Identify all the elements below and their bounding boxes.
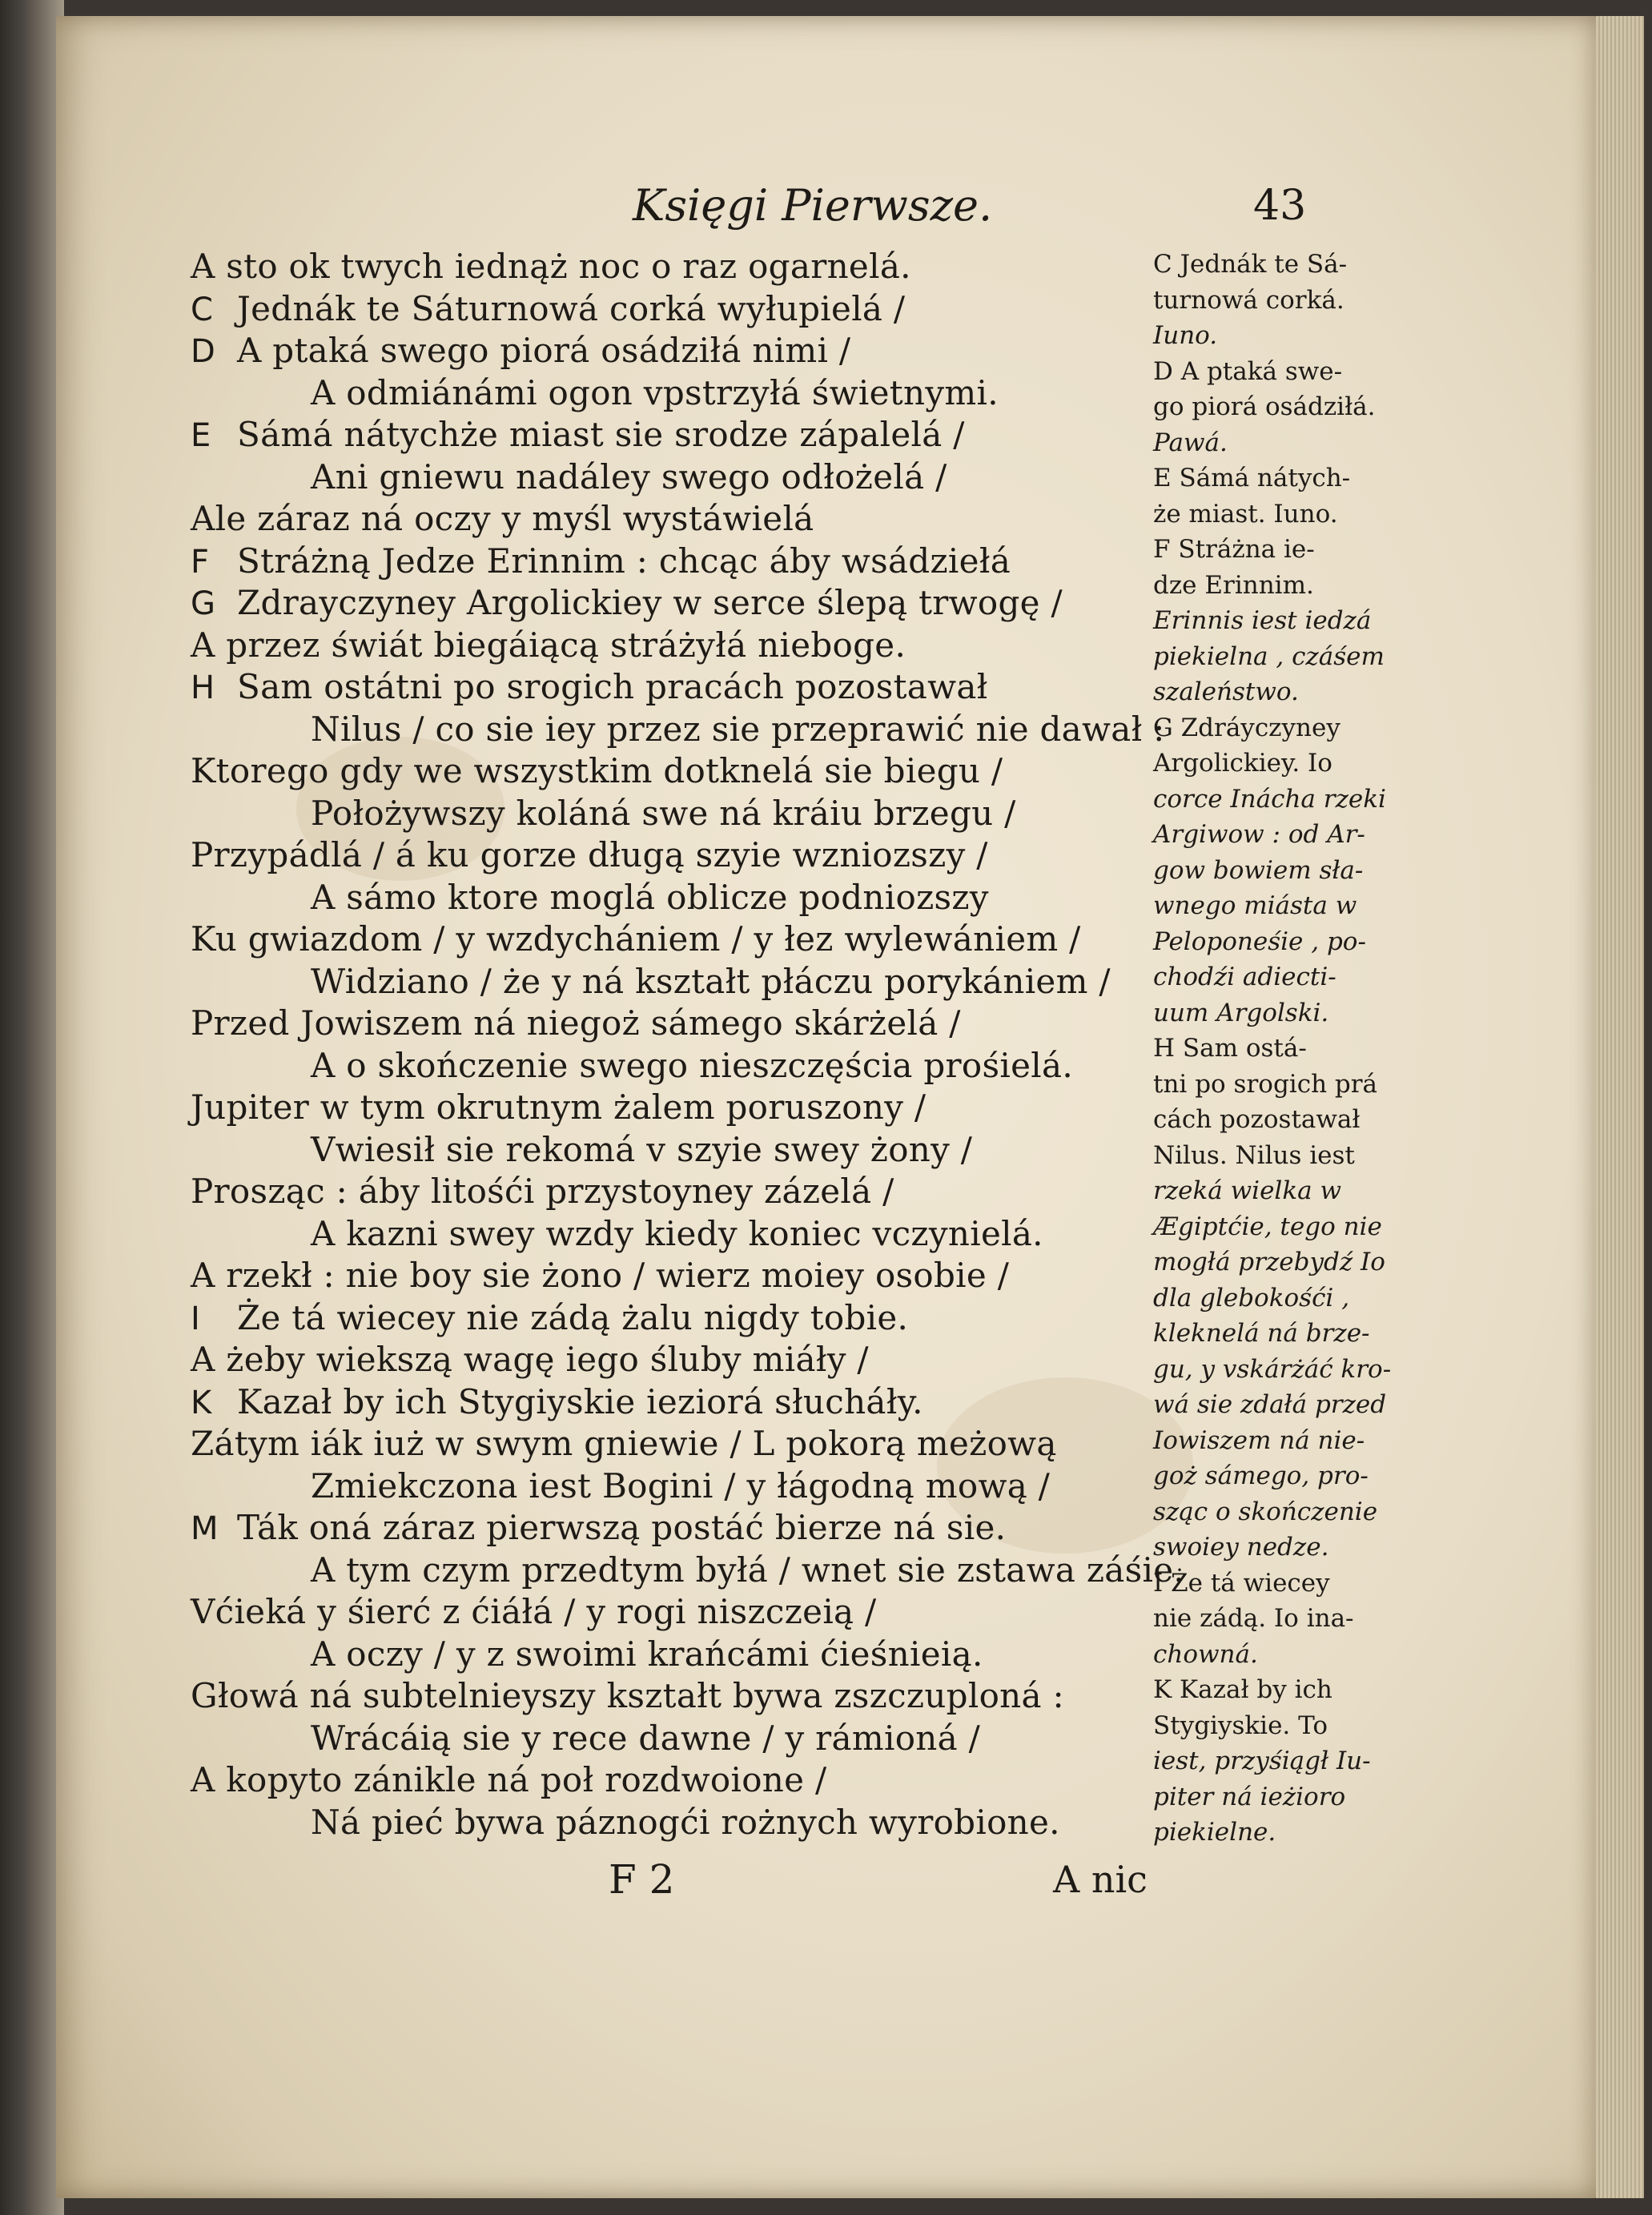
- margin-note-text: I Że tá wiecey: [1153, 1568, 1330, 1598]
- margin-note-line: [1153, 1747, 1371, 1775]
- margin-note-text: Peloponeśie , po-: [1153, 927, 1366, 956]
- margin-note-line: [1153, 1461, 1369, 1490]
- margin-note-line: [1153, 642, 1385, 671]
- margin-note-line: [1153, 1141, 1355, 1170]
- line-marker: F: [191, 543, 210, 581]
- margin-note-text: gow bowiem sła-: [1153, 855, 1364, 885]
- margin-note-line: [1153, 963, 1336, 991]
- text-line: [311, 962, 1111, 1001]
- line-marker: C: [191, 291, 214, 328]
- margin-note-text: Erinnis iest iedzá: [1153, 606, 1372, 635]
- margin-note-text: tni po srogich prá: [1153, 1069, 1378, 1099]
- margin-note-line: [1153, 606, 1371, 635]
- margin-note-text: G Zdráyczyney: [1153, 713, 1340, 742]
- line-marker: D: [191, 333, 216, 370]
- line-text: Zátym iák iuż w swym gniewie / L pokorą meżową: [191, 1424, 1057, 1463]
- margin-note-text: K Kazał by ich: [1153, 1675, 1332, 1704]
- margin-note-text: D A ptaká swe-: [1153, 356, 1343, 386]
- margin-note-text: kleknelá ná brze-: [1153, 1319, 1370, 1348]
- margin-note-text: rzeká wielka w: [1153, 1176, 1341, 1205]
- margin-note-text: nie zádą. Io ina-: [1153, 1604, 1354, 1633]
- margin-note-line: [1153, 500, 1338, 529]
- line-marker: G: [191, 585, 216, 622]
- margin-note-line: [1153, 1426, 1365, 1455]
- line-text: Przypádlá / á ku gorze długą szyie wzniozszy /: [191, 835, 988, 874]
- margin-note-line: [1153, 785, 1386, 814]
- line-text: Widziano / że y ná kształt płáczu porykániem /: [311, 961, 1111, 1001]
- margin-note-line: [1153, 677, 1299, 706]
- text-line: [191, 1298, 908, 1337]
- margin-note-text: turnowá corká.: [1153, 285, 1345, 315]
- margin-note-line: [1153, 891, 1357, 920]
- line-text: Że tá wiecey nie zádą żalu nigdy tobie.: [237, 1297, 909, 1337]
- line-text: A kazni swey wzdy kiedy koniec vczynielá.: [311, 1213, 1043, 1253]
- line-text: Ná pieć bywa páznogći rożnych wyrobione.: [311, 1802, 1060, 1842]
- line-text: Sam ostátni po srogich pracách pozostawał: [237, 667, 988, 706]
- line-marker: M: [191, 1510, 219, 1547]
- margin-note-text: Stygiyskie. To: [1153, 1710, 1328, 1740]
- text-line: [191, 667, 988, 706]
- margin-note-text: swoiey nedze.: [1153, 1533, 1329, 1562]
- margin-note-line: [1153, 1675, 1332, 1704]
- line-text: Vćieká y śierć z ćiáłá / y rogi niszczeią /: [191, 1592, 877, 1631]
- text-line: [311, 1803, 1060, 1842]
- margin-note-line: [1153, 1604, 1354, 1633]
- line-text: A o skończenie swego nieszczęścia prośielá.: [311, 1045, 1073, 1085]
- line-text: A oczy / y z swoimi krańcámi ćieśnieią.: [311, 1634, 983, 1674]
- margin-note-line: [1153, 1034, 1307, 1063]
- text-line: [191, 1676, 1064, 1715]
- line-text: Ku gwiazdom / y wzdychániem / y łez wylewániem /: [191, 919, 1081, 959]
- line-text: Jupiter w tym okrutnym żalem poruszony /: [191, 1087, 926, 1127]
- margin-note-text: dze Erinnim.: [1153, 570, 1314, 600]
- line-text: Wrácáią sie y rece dawne / y rámioná /: [311, 1718, 981, 1758]
- margin-note-text: corce Inácha rzeki: [1153, 784, 1386, 814]
- margin-note-line: [1153, 1533, 1328, 1562]
- margin-note-line: [1153, 1497, 1377, 1526]
- margin-note-text: Iowiszem ná nie-: [1153, 1425, 1365, 1455]
- margin-note-text: cách pozostawał: [1153, 1105, 1361, 1134]
- line-text: Ták oná záraz pierwszą postáć bierze ná sie.: [237, 1508, 1007, 1547]
- line-text: Jednák te Sáturnowá corká wyłupielá /: [237, 288, 906, 328]
- margin-note-line: [1153, 357, 1342, 386]
- line-text: A tym czym przedtym byłá / wnet sie zstawa záśie.: [311, 1550, 1185, 1590]
- text-line: [191, 541, 1011, 581]
- margin-note-text: F Stráżna ie-: [1153, 535, 1315, 564]
- line-text: A rzekł : nie boy sie żono / wierz moiey osobie /: [191, 1256, 1010, 1295]
- margin-note-line: [1153, 1711, 1328, 1740]
- margin-note-text: chodźi adiecti-: [1153, 963, 1336, 991]
- text-line: [311, 1046, 1073, 1085]
- line-text: A kopyto zánikle ná poł rozdwoione /: [191, 1760, 827, 1799]
- text-line: [191, 1087, 926, 1127]
- margin-note-line: [1153, 428, 1228, 457]
- text-line: [191, 751, 1003, 790]
- line-text: Położywszy koláná swe ná kráiu brzegu /: [311, 793, 1016, 833]
- margin-note-line: [1153, 250, 1347, 279]
- text-line: [191, 835, 988, 874]
- margin-note-line: [1153, 1070, 1377, 1099]
- text-line: [191, 625, 906, 665]
- margin-note-line: [1153, 1248, 1385, 1276]
- margin-note-line: [1153, 1818, 1276, 1847]
- page-number: 43: [1253, 182, 1307, 230]
- margin-note-text: C Jednák te Sá-: [1153, 250, 1348, 279]
- line-text: Sámá nátychże miast sie srodze zápalelá /: [237, 415, 965, 454]
- margin-note-text: piter ná ieżioro: [1153, 1782, 1346, 1811]
- text-line: [191, 289, 905, 328]
- text-line: [311, 457, 947, 496]
- text-line: [191, 1760, 826, 1799]
- margin-note-line: [1153, 1212, 1382, 1241]
- text-line: [191, 331, 850, 370]
- margin-note-line: [1153, 535, 1315, 564]
- text-line: [311, 1634, 983, 1674]
- text-line: [311, 1466, 1050, 1505]
- margin-note-text: chowná.: [1153, 1639, 1258, 1669]
- margin-note-text: Pawá.: [1153, 428, 1228, 457]
- text-line: [191, 1172, 894, 1211]
- text-line: [311, 710, 1165, 749]
- margin-note-line: [1153, 321, 1217, 350]
- margin-note-line: [1153, 1355, 1391, 1384]
- text-line: [191, 1508, 1006, 1547]
- margin-note-text: uum Argolski.: [1153, 998, 1329, 1027]
- line-text: Ktorego gdy we wszystkim dotknelá sie biegu /: [191, 751, 1003, 790]
- text-line: [191, 583, 1063, 622]
- margin-note-line: [1153, 749, 1332, 778]
- line-text: Ale záraz ná oczy y myśl wystáwielá: [191, 499, 814, 538]
- margin-note-line: [1153, 856, 1363, 885]
- line-text: Stráżną Jedze Erinnim : chcąc áby wsádziełá: [237, 541, 1011, 581]
- margin-note-text: gu, y vskárżáć kro-: [1153, 1354, 1392, 1384]
- line-text: A sámo ktore moglá oblicze podniozszy: [311, 877, 989, 917]
- margin-note-text: sząc o skończenie: [1153, 1497, 1378, 1526]
- signature-mark: F 2: [609, 1856, 675, 1903]
- margin-note-line: [1153, 1284, 1349, 1313]
- line-text: Głowá ná subtelnieyszy kształt bywa zszczuploná :: [191, 1676, 1064, 1715]
- line-text: Prosząc : áby litośći przystoyney zázelá /: [191, 1172, 894, 1211]
- line-text: Nilus / co sie iey przez sie przeprawić nie dawał :: [311, 709, 1165, 749]
- line-text: A ptaká swego piorá osádziłá nimi /: [237, 331, 851, 370]
- line-text: A odmiánámi ogon vpstrzyłá świetnymi.: [311, 372, 999, 412]
- line-text: A sto ok twych iednąż noc o raz ogarnelá.: [191, 247, 911, 286]
- margin-note-text: Argolickiey. Io: [1153, 749, 1332, 778]
- text-line: [191, 1592, 877, 1631]
- margin-note-line: [1153, 714, 1340, 742]
- text-line: [311, 1130, 972, 1169]
- margin-note-line: [1153, 1783, 1345, 1811]
- margin-note-text: go piorá osádziłá.: [1153, 392, 1376, 421]
- margin-note-text: piekielna , czáśem: [1153, 641, 1385, 671]
- margin-note-text: wnego miásta w: [1153, 891, 1357, 920]
- line-marker: I: [191, 1300, 201, 1337]
- text-line: [311, 1550, 1184, 1590]
- text-line: [191, 919, 1081, 959]
- line-text: Vwiesił sie rekomá v szyie swey żony /: [311, 1129, 973, 1169]
- margin-note-text: E Sámá nátych-: [1153, 464, 1351, 492]
- margin-note-text: Iuno.: [1153, 321, 1218, 350]
- line-marker: H: [191, 669, 215, 706]
- text-line: [191, 499, 814, 538]
- line-text: A przez świát biegáiącą stráżyłá nieboge.: [191, 625, 906, 665]
- text-line: [311, 794, 1016, 833]
- margin-note-line: [1153, 1640, 1258, 1669]
- line-text: Zdrayczyney Argolickiey w serce ślepą trwogę /: [237, 583, 1063, 622]
- text-line: [311, 878, 989, 917]
- line-text: A żeby wiekszą wagę iego śluby miáły /: [191, 1340, 869, 1379]
- text-line: [191, 415, 965, 454]
- margin-note-text: Nilus. Nilus iest: [1153, 1140, 1355, 1170]
- margin-note-text: iest, przyśiągł Iu-: [1153, 1747, 1371, 1775]
- line-text: Ani gniewu nadáley swego odłożelá /: [311, 456, 947, 496]
- margin-note-line: [1153, 927, 1366, 956]
- line-marker: E: [191, 417, 211, 454]
- text-line: [311, 1719, 980, 1758]
- line-text: Przed Jowiszem ná niegoż sámego skárżelá /: [191, 1003, 961, 1043]
- margin-note-line: [1153, 571, 1314, 600]
- margin-note-line: [1153, 999, 1328, 1027]
- margin-note-text: piekielne.: [1153, 1818, 1276, 1847]
- running-title: Księgi Pierwsze.: [633, 180, 993, 231]
- page-header: [0, 180, 1652, 236]
- text-line: [191, 247, 911, 286]
- margin-note-line: [1153, 464, 1350, 492]
- margin-note-line: [1153, 820, 1365, 849]
- margin-note-line: [1153, 1319, 1370, 1348]
- margin-note-text: H Sam ostá-: [1153, 1034, 1307, 1063]
- page-footer: [0, 1856, 1652, 1904]
- margin-note-text: Argiwow : od Ar-: [1153, 820, 1365, 849]
- margin-note-text: szaleństwo.: [1153, 677, 1299, 706]
- margin-note-text: że miast. Iuno.: [1153, 499, 1338, 529]
- text-line: [191, 1256, 1009, 1295]
- margin-note-line: [1153, 286, 1345, 315]
- margin-note-line: [1153, 1390, 1386, 1419]
- margin-note-text: mogłá przebydź Io: [1153, 1248, 1385, 1276]
- text-line: [311, 1214, 1043, 1253]
- margin-note-text: goż sámego, pro-: [1153, 1461, 1369, 1490]
- margin-note-line: [1153, 1176, 1341, 1205]
- line-text: Kazał by ich Stygiyskie ieziorá słucháły.: [237, 1381, 923, 1421]
- text-line: [191, 1003, 961, 1043]
- margin-note-text: Ægiptćie, tego nie: [1153, 1212, 1382, 1241]
- catchword: A nic: [1053, 1858, 1148, 1901]
- text-line: [191, 1382, 923, 1421]
- margin-note-line: [1153, 1569, 1330, 1598]
- margin-note-line: [1153, 392, 1375, 421]
- text-line: [191, 1340, 869, 1379]
- line-text: Zmiekczona iest Bogini / y łágodną mową /: [311, 1465, 1051, 1505]
- margin-note-line: [1153, 1105, 1360, 1134]
- margin-note-text: wá sie zdałá przed: [1153, 1390, 1387, 1419]
- text-line: [311, 373, 999, 412]
- line-marker: K: [191, 1384, 212, 1421]
- text-line: [191, 1424, 1057, 1463]
- margin-note-text: dla glebokośći ,: [1153, 1283, 1350, 1313]
